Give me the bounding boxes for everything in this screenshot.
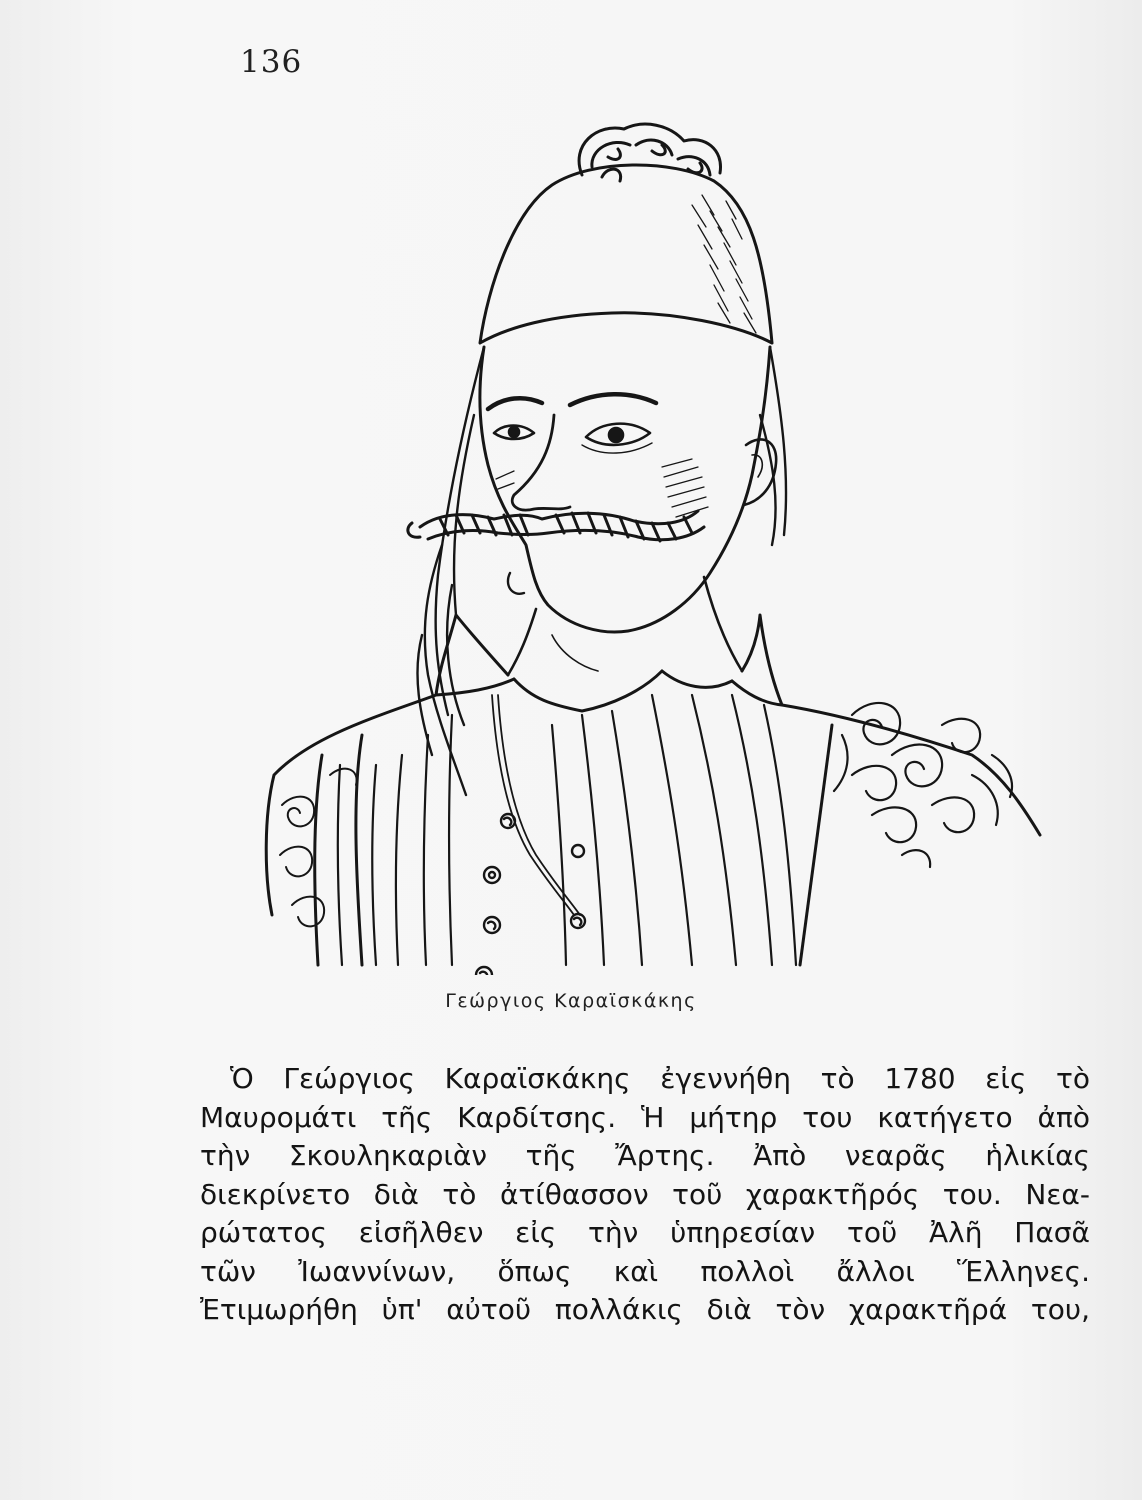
text-line: Ἐτιμωρήθη ὑπ' αὐτοῦ πολλάκις διὰ τὸν χαρακτῆρά του, <box>200 1293 1090 1326</box>
long-hair <box>417 347 786 795</box>
jacket-buttons <box>476 814 585 975</box>
figure-caption: Γεώργιος Καραϊσκάκης <box>445 990 697 1012</box>
page-number: 136 <box>240 44 303 80</box>
right-eye <box>582 424 652 453</box>
text-line: διεκρίνετο διὰ τὸ ἀτίθασσον τοῦ χαρακτῆρός του. Νεα- <box>200 1177 1090 1211</box>
nose <box>512 415 570 510</box>
portrait-illustration <box>252 115 1052 975</box>
shirt-pleats <box>338 695 796 965</box>
text-line: ρώτατος εἰσῆλθεν εἰς τὴν ὑπηρεσίαν τοῦ Ἀλῆ Πασᾶ <box>200 1216 1090 1249</box>
moustache <box>408 511 704 541</box>
embroidery-right <box>834 703 1012 867</box>
chin <box>508 573 524 594</box>
body-paragraph <box>200 1060 1090 1330</box>
fez-hatching <box>692 195 756 333</box>
jacket <box>266 695 1040 965</box>
fez-tassel <box>579 124 720 181</box>
text-line: Μαυρομάτι τῆς Καρδίτσης. Ἡ μήτηρ του κατήγετο ἀπὸ <box>200 1100 1090 1134</box>
fez-hat <box>480 165 772 343</box>
left-brow <box>488 398 542 409</box>
chain <box>492 695 580 915</box>
right-brow <box>570 394 656 405</box>
cheek-shading <box>496 459 708 517</box>
text-line: τῶν Ἰωαννίνων, ὅπως καὶ πολλοὶ ἄλλοι Ἕλληνες. <box>200 1254 1090 1288</box>
text-line: τὴν Σκουληκαριὰν τῆς Ἄρτης. Ἀπὸ νεαρᾶς ἡλικίας <box>200 1139 1090 1172</box>
face-outline <box>480 347 770 632</box>
shirt-collar <box>436 615 782 711</box>
neck <box>508 577 742 675</box>
left-eye <box>494 426 534 440</box>
text-line: Ὁ Γεώργιος Καραϊσκάκης ἐγεννήθη τὸ 1780 εἰς τὸ <box>230 1062 1090 1095</box>
